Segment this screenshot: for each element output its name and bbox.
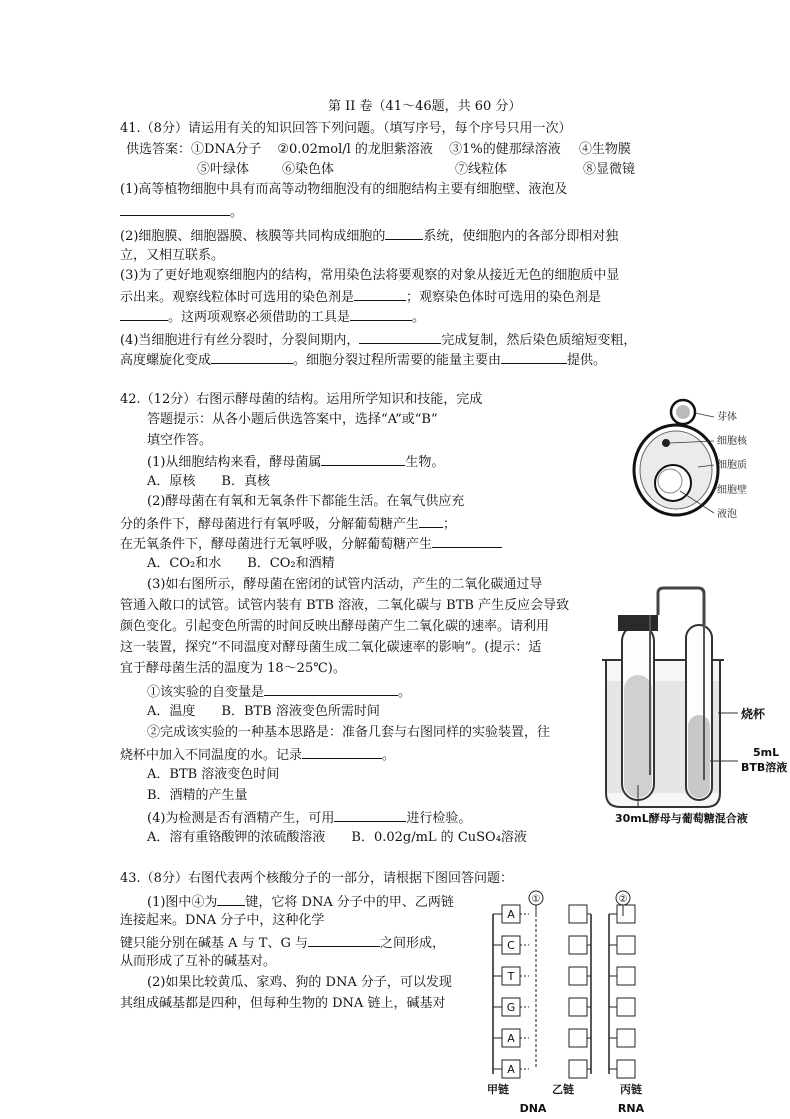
q42-sub1-text: ①该实验的自变量是 — [147, 685, 265, 700]
q42-sub2-option-a: A．BTB 溶液变色时间 — [147, 767, 280, 782]
q42-part3-line3: 颜色变化。引起变色所需的时间反映出酵母菌产生二氧化碳的速率。请利用 — [120, 619, 550, 634]
q41-option-3: ③1%的健那绿溶液 — [449, 142, 561, 157]
q41-option-5: ⑤叶绿体 — [197, 162, 250, 177]
label-jia-chain: 甲链 — [487, 1083, 509, 1096]
q41-part4 — [120, 331, 636, 349]
base-box-yi — [569, 905, 587, 923]
base-box-yi — [569, 1060, 587, 1078]
q42-hint: 答题提示：从各小题后供选答案中，选择“A”或“B” — [147, 412, 438, 427]
answer-blank[interactable] — [302, 746, 382, 759]
q43-stem: 43.（8分）右图代表两个核酸分子的一部分，请根据下图回答问题： — [120, 871, 513, 886]
answer-blank[interactable] — [334, 809, 406, 822]
q41-option-8: ⑧显微镜 — [583, 162, 636, 177]
base-letter: A — [507, 1063, 515, 1076]
answer-blank[interactable] — [359, 331, 441, 344]
answer-blank[interactable] — [350, 308, 412, 321]
q43-part2-line2: 其组成碱基都是四种，但每种生物的 DNA 链上，碱基对 — [120, 996, 446, 1011]
base-pair-row — [493, 998, 635, 1016]
q42-part2-line3 — [120, 535, 502, 553]
base-box-yi — [569, 998, 587, 1016]
q41-part3: (3)为了更好地观察细胞内的结构，常用染色法将要观察的对象从接近无色的细胞质中显 — [120, 268, 620, 283]
q43-part2: (2)如果比较黄瓜、家鸡、狗的 DNA 分子，可以发现 — [147, 975, 452, 990]
base-pair-row — [493, 905, 635, 923]
base-box-bing — [617, 1029, 635, 1047]
bud-inner — [676, 405, 690, 419]
rubber-stopper — [618, 615, 658, 631]
answer-blank[interactable] — [354, 288, 406, 301]
base-box-yi — [569, 967, 587, 985]
answer-blank[interactable] — [217, 893, 245, 906]
label-bud: 芽体 — [717, 412, 737, 423]
punct: 。 — [382, 748, 396, 763]
q42-part3-line2: 管通入敞口的试管。试管内装有 BTB 溶液，二氧化碳与 BTB 产生反应会导致 — [120, 598, 570, 613]
base-letter: G — [506, 1001, 516, 1014]
label-btb-solution: BTB溶液 — [741, 761, 788, 774]
q41-part4-text-b: 完成复制，然后染色质缩短变粗， — [441, 333, 637, 348]
base-letter: A — [507, 908, 515, 921]
q41-part1-blank-line — [120, 203, 243, 221]
marker-1: ① — [531, 894, 541, 905]
answer-blank[interactable] — [432, 535, 502, 548]
base-letter: C — [507, 939, 515, 952]
q42-part1 — [147, 453, 444, 471]
q41-option-4: ④生物膜 — [578, 142, 631, 157]
q42-sub2-option-b: B．酒精的产生量 — [147, 788, 248, 803]
q42-sub1-options: A．温度 B．BTB 溶液变色所需时间 — [147, 704, 380, 719]
q41-options-label: 供选答案： — [126, 142, 192, 157]
q43-part1-text-e: 之间形成， — [379, 936, 445, 951]
yeast-cell-figure — [628, 395, 763, 530]
vacuole-shape — [655, 465, 691, 501]
q42-part4-text: (4)为检测是否有酒精产生，可用 — [147, 811, 335, 826]
answer-blank[interactable] — [211, 351, 293, 364]
yeast-mixture — [624, 675, 652, 798]
q43-part1-text-b: 键，它将 DNA 分子中的甲、乙两链 — [245, 895, 454, 910]
base-pair-row — [493, 967, 635, 985]
base-box-bing — [617, 905, 635, 923]
q42-hint-cont: 填空作答。 — [147, 433, 213, 448]
q42-part3-line5: 宜于酵母菌生活的温度为 18～25℃)。 — [120, 661, 346, 676]
q41-part3-line2 — [120, 288, 601, 306]
answer-blank[interactable] — [419, 515, 443, 528]
answer-blank[interactable] — [120, 308, 168, 321]
punct: 。 — [412, 310, 426, 325]
base-box-bing — [617, 1060, 635, 1078]
answer-blank[interactable] — [308, 934, 380, 947]
q41-option-1: ①DNA分子 — [191, 142, 262, 157]
answer-blank[interactable] — [321, 453, 405, 466]
q42-part3-line4: 这一装置，探究“不同温度对酵母菌生成二氧化碳速率的影响”。(提示：适 — [120, 640, 542, 655]
q41-part4-text-c: 高度螺旋化变成 — [120, 353, 212, 368]
label-bing-chain: 丙链 — [620, 1083, 642, 1096]
base-pair-row — [493, 1029, 635, 1047]
q42-sub2: ②完成该实验的一种基本思路是：准备几套与右图同样的实验装置，往 — [147, 725, 551, 740]
base-pair-row — [493, 1060, 635, 1078]
base-box-yi — [569, 936, 587, 954]
label-yi-chain: 乙链 — [552, 1083, 574, 1096]
label-cytoplasm: 细胞质 — [717, 460, 747, 471]
q42-sub2-line2 — [120, 746, 395, 764]
q43-part1-line2: 连接起来。DNA 分子中，这种化学 — [120, 913, 325, 928]
label-btb-volume: 5mL — [753, 746, 780, 759]
apparatus-figure — [598, 585, 788, 830]
q41-part4-line2 — [120, 351, 606, 369]
q42-part1-options: A．原核 B．真核 — [147, 474, 270, 489]
nucleus-shape — [662, 439, 670, 447]
q43-part1-line4: 从而形成了互补的碱基对。 — [120, 954, 277, 969]
q42-part1-text: (1)从细胞结构来看，酵母菌属 — [147, 455, 322, 470]
q41-part1: (1)高等植物细胞中具有而高等动物细胞没有的细胞结构主要有细胞壁、液泡及 — [120, 182, 568, 197]
q41-part2-cont: 立，又相互联系。 — [120, 248, 225, 263]
q42-sub1 — [147, 683, 411, 701]
q41-stem: 41.（8分）请运用有关的知识回答下列问题。（填写序号，每个序号只用一次） — [120, 121, 572, 136]
q42-part4-options: A．溶有重铬酸钾的浓硫酸溶液 B．0.02g/mL 的 CuSO₄溶液 — [147, 830, 527, 845]
answer-blank[interactable] — [264, 683, 398, 696]
q43-part1-text: (1)图中④为 — [147, 895, 218, 910]
q42-part2-line2 — [120, 515, 456, 533]
label-beaker: 烧杯 — [741, 707, 766, 721]
q41-part3-line3 — [120, 308, 425, 326]
btb-solution — [688, 715, 710, 798]
label-rna: RNA — [617, 1102, 645, 1115]
q42-stem: 42.（12分）右图示酵母菌的结构。运用所学知识和技能，完成 — [120, 392, 483, 407]
q41-option-6: ⑥染色体 — [282, 162, 335, 177]
q42-part2: (2)酵母菌在有氧和无氧条件下都能生活。在氧气供应充 — [147, 494, 465, 509]
q41-part3-text-b: ；观察染色体时可选用的染色剂是 — [406, 290, 602, 305]
answer-blank[interactable] — [501, 351, 567, 364]
label-nucleus: 细胞核 — [717, 436, 747, 447]
q41-part2 — [120, 227, 618, 245]
q41-part3-text-c: 。这两项观察必须借助的工具是 — [168, 310, 351, 325]
q41-part4-text-d: 。细胞分裂过程所需要的能量主要由 — [293, 353, 502, 368]
label-cell-wall: 细胞壁 — [717, 485, 747, 496]
q41-option-2: ②0.02mol/l 的龙胆紫溶液 — [277, 142, 433, 157]
label-vacuole: 液泡 — [717, 509, 737, 520]
q41-options-row1 — [126, 142, 631, 158]
q41-part4-text: (4)当细胞进行有丝分裂时，分裂间期内， — [120, 333, 360, 348]
q41-part3-text: 示出来。观察线粒体时可选用的染色剂是 — [120, 290, 355, 305]
label-dna: DNA — [519, 1102, 547, 1115]
q42-part3: (3)如右图所示，酵母菌在密闭的试管内活动，产生的二氧化碳通过导 — [147, 577, 543, 592]
q42-part1-end: 生物。 — [405, 455, 445, 470]
q41-option-7: ⑦线粒体 — [455, 162, 508, 177]
punct: ； — [443, 517, 457, 532]
base-letter: A — [507, 1032, 515, 1045]
marker-2: ② — [618, 894, 628, 905]
section-header: 第 II 卷（41～46题，共 60 分） — [328, 99, 522, 114]
answer-blank[interactable] — [385, 227, 423, 240]
punct: 。 — [230, 205, 244, 220]
base-box-bing — [617, 967, 635, 985]
base-pair-row — [493, 936, 635, 954]
connecting-tube — [658, 588, 704, 625]
q42-part2-options: A．CO₂和水 B．CO₂和酒精 — [147, 556, 335, 571]
dna-rna-figure — [478, 884, 668, 1119]
base-box-yi — [569, 1029, 587, 1047]
q42-sub2-text: 烧杯中加入不同温度的水。记录 — [120, 748, 303, 763]
q43-part1-text-d: 键只能分别在碱基 A 与 T、G 与 — [120, 936, 308, 951]
base-box-bing — [617, 936, 635, 954]
q43-part1-line3 — [120, 934, 445, 952]
answer-blank[interactable] — [120, 203, 230, 216]
q41-part2-text-b: 系统，使细胞内的各部分即相对独 — [423, 229, 619, 244]
q42-part2-text: 分的条件下，酵母菌进行有氧呼吸，分解葡萄糖产生 — [120, 517, 420, 532]
base-letter: T — [507, 970, 515, 983]
q42-part2-text-c: 在无氧条件下，酵母菌进行无氧呼吸，分解葡萄糖产生 — [120, 537, 433, 552]
q41-part4-text-e: 提供。 — [567, 353, 607, 368]
q42-part4-end: 进行检验。 — [406, 811, 472, 826]
q41-part2-text: (2)细胞膜、细胞器膜、核膜等共同构成细胞的 — [120, 229, 386, 244]
q42-part4 — [147, 809, 471, 827]
q43-part1 — [147, 893, 454, 911]
base-box-bing — [617, 998, 635, 1016]
punct: 。 — [398, 685, 412, 700]
apparatus-caption: 30mL酵母与葡萄糖混合液 — [615, 812, 748, 825]
